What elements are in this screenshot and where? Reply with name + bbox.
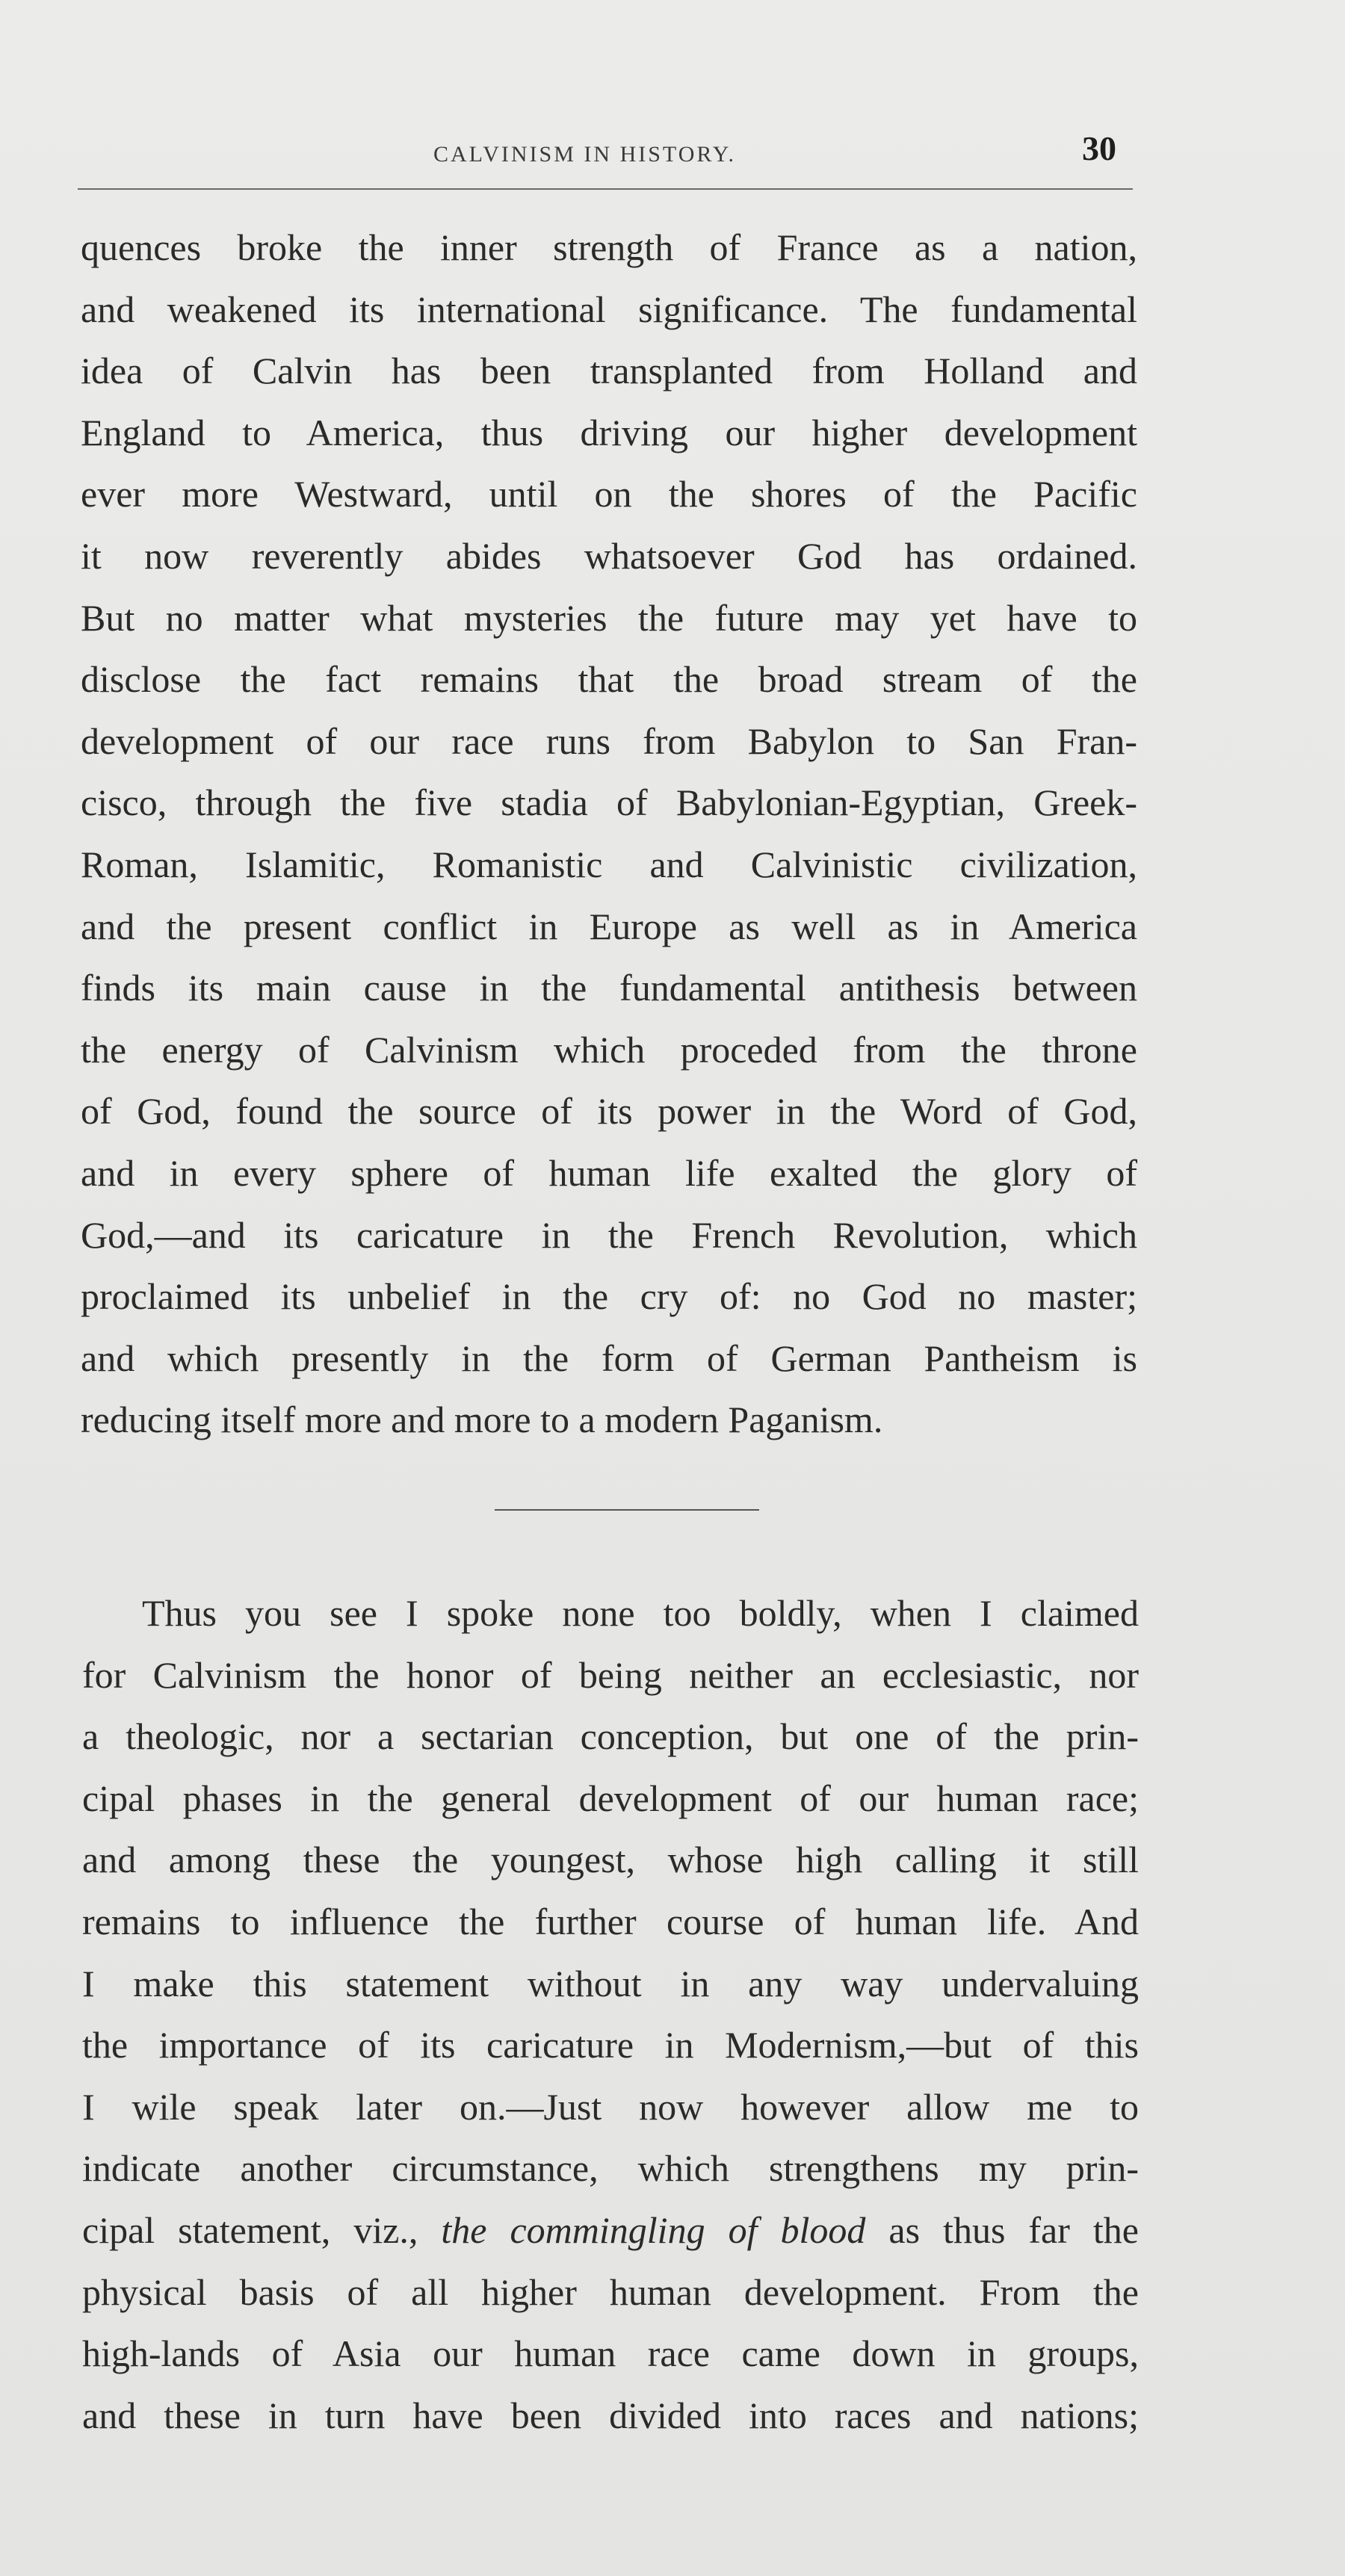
text-line: for Calvinism the honor of being neither an ecclesiastic, nor: [82, 1653, 1139, 1696]
text-line: and weakened its international significance. The fundamental: [81, 288, 1137, 330]
text-line: development of our race runs from Babylon to San Fran-: [81, 719, 1137, 762]
text-line: cipal phases in the general development of our human race;: [82, 1777, 1139, 1819]
text-line: ever more Westward, until on the shores of the Pacific: [81, 473, 1137, 515]
text-line: finds its main cause in the fundamental antithesis between: [81, 967, 1137, 1009]
header-rule: [78, 188, 1133, 190]
text-run: as thus far the: [865, 2208, 1139, 2251]
paragraph-2: [82, 1582, 1139, 2446]
text-line: reducing itself more and more to a modern Paganism.: [81, 1399, 883, 1441]
text-line: of God, found the source of its power in the Word of God,: [81, 1090, 1137, 1133]
text-line: proclaimed its unbelief in the cry of: no God no master;: [81, 1275, 1137, 1318]
text-line: the importance of its caricature in Modernism,—but of this: [82, 2024, 1139, 2066]
text-line: high-lands of Asia our human race came down in groups,: [82, 2332, 1139, 2375]
text-line: physical basis of all higher human development. From the: [82, 2270, 1139, 2313]
text-line: cisco, through the five stadia of Babylonian-Egyptian, Greek-: [81, 781, 1137, 824]
text-line: indicate another circumstance, which strengthens my prin-: [82, 2147, 1139, 2190]
italic-phrase: the commingling of blood: [441, 2208, 866, 2251]
text-line: quences broke the inner strength of France as a nation,: [81, 226, 1137, 268]
text-line: remains to influence the further course of human life. And: [82, 1900, 1139, 1942]
text-line: and the present conflict in Europe as well as in America: [81, 905, 1137, 947]
text-line: England to America, thus driving our higher development: [81, 411, 1137, 453]
section-divider: [495, 1509, 759, 1511]
text-line: and which presently in the form of German Pantheism is: [81, 1337, 1137, 1379]
text-line: But no matter what mysteries the future may yet have to: [81, 596, 1137, 639]
running-head: CALVINISM IN HISTORY.: [433, 142, 737, 167]
text-line: God,—and its caricature in the French Revolution, which: [81, 1213, 1137, 1256]
text-line: the energy of Calvinism which proceded from the throne: [81, 1028, 1137, 1071]
paragraph-1: [81, 217, 1137, 1451]
text-run: cipal statement, viz.,: [82, 2208, 442, 2251]
text-line-with-italic: [82, 2199, 1139, 2261]
page-number: 30: [1082, 129, 1116, 167]
text-line: and among these the youngest, whose high calling it still: [82, 1839, 1139, 1881]
text-line: Thus you see I spoke none too boldly, when I claimed: [142, 1592, 1139, 1634]
text-line: Roman, Islamitic, Romanistic and Calvinistic civilization,: [81, 843, 1137, 885]
text-line: and these in turn have been divided into races and nations;: [82, 2394, 1139, 2436]
text-line: idea of Calvin has been transplanted from Holland and: [81, 350, 1137, 392]
text-line: I make this statement without in any way undervaluing: [82, 1962, 1139, 2004]
text-line: disclose the fact remains that the broad stream of the: [81, 658, 1137, 701]
text-line: it now reverently abides whatsoever God has ordained.: [81, 534, 1137, 577]
text-line: I wile speak later on.—Just now however allow me to: [82, 2085, 1139, 2128]
text-line: a theologic, nor a sectarian conception, but one of the prin-: [82, 1715, 1139, 1758]
text-line: and in every sphere of human life exalted the glory of: [81, 1151, 1137, 1194]
